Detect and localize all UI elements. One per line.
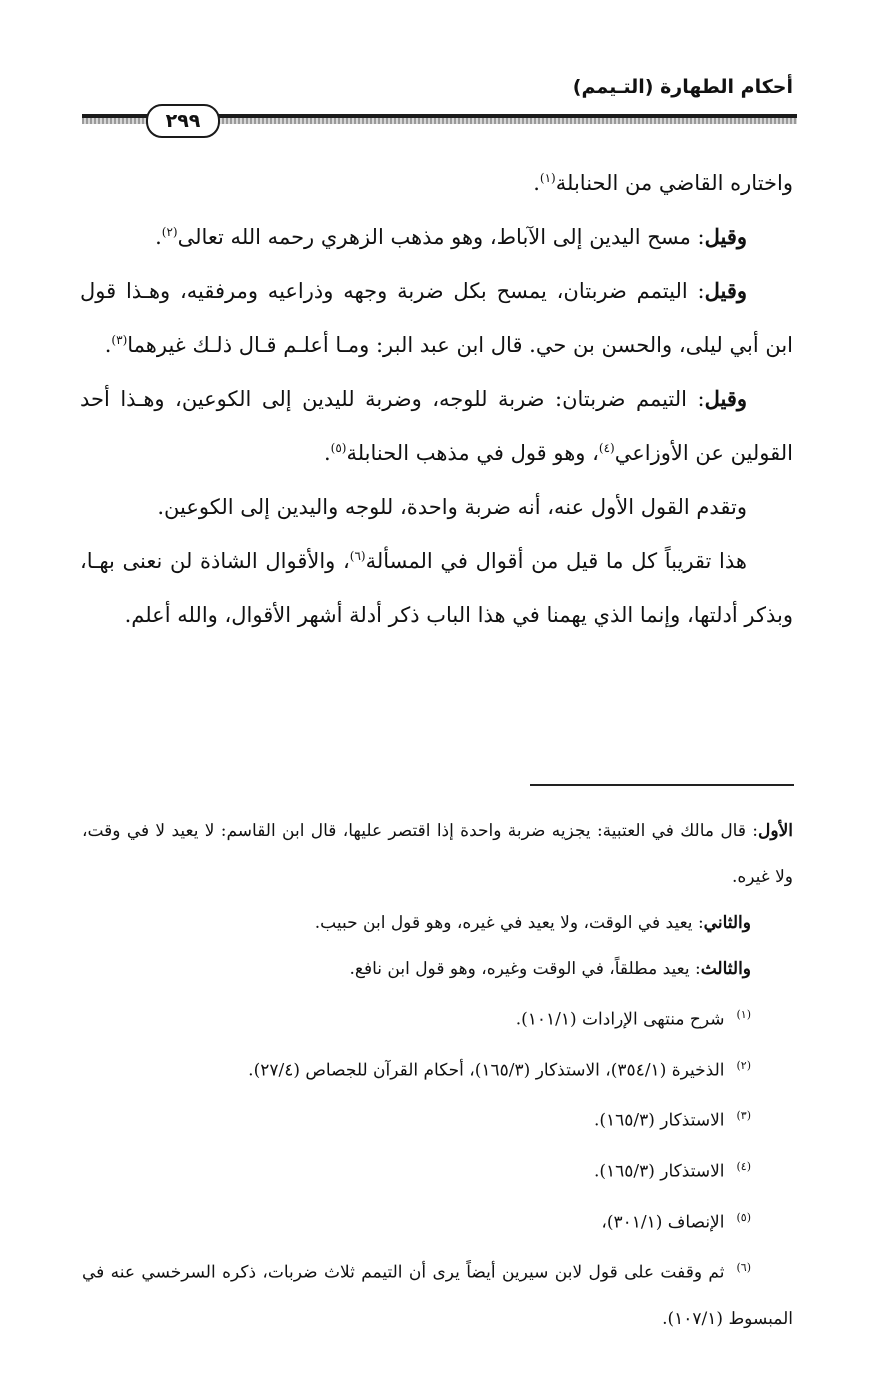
- footnote-4: [82, 1144, 793, 1195]
- paragraph-text: وتقدم القول الأول عنه، أنه ضربة واحدة، للوجه واليدين إلى الكوعين.: [157, 495, 747, 519]
- footnote-continuation-second: [82, 900, 793, 946]
- paragraph-2: [80, 210, 793, 264]
- paragraph-end: .: [104, 333, 112, 357]
- footnote-ref: (٤): [598, 441, 615, 455]
- footnote-6: [82, 1245, 793, 1342]
- lead-word: وقيل: [704, 224, 747, 249]
- paragraph-4: [80, 372, 793, 480]
- paragraph-1: [80, 156, 793, 210]
- footnote-ref: (٣): [111, 333, 128, 347]
- footnote-1: [82, 992, 793, 1043]
- footnote-continuation-first: [82, 808, 793, 900]
- footnote-3: [82, 1093, 793, 1144]
- paragraph-text: هذا تقريباً كل ما قيل من أقوال في المسألة: [365, 549, 747, 573]
- footnote-number: (٢): [736, 1058, 751, 1072]
- paragraph-text: : مسح اليدين إلى الآباط، وهو مذهب الزهري رحمه الله تعالى: [177, 225, 705, 249]
- footnote-text: : يعيد في الوقت، ولا يعيد في غيره، وهو قول ابن حبيب.: [314, 913, 704, 933]
- paragraph-text-cont: ، والأقوال الشاذة لن نعنى بهـا، وبذكر أدلتها، وإنما الذي يهمنا في هذا الباب ذكر أدلة أشهر الأقوال، والله أعلم.: [80, 549, 793, 627]
- lead-word: وقيل: [704, 278, 747, 303]
- footnote-text: الاستذكار (١٦٥/٣).: [593, 1110, 725, 1131]
- footnote-text: الإنصاف (٣٠١/١)،: [601, 1212, 725, 1233]
- lead-word: وقيل: [704, 386, 747, 411]
- main-text: [80, 156, 793, 642]
- footnote-number: (٦): [736, 1261, 751, 1275]
- paragraph-end: .: [533, 171, 540, 195]
- footnote-ref: (٦): [349, 549, 366, 563]
- footnote-ref: (٢): [161, 225, 178, 239]
- footnote-lead: والثاني: [703, 913, 751, 933]
- paragraph-5: [80, 480, 793, 534]
- footnote-separator: [530, 784, 794, 786]
- footnote-ref: (٥): [330, 441, 347, 455]
- paragraph-text: : اليتمم ضربتان، يمسح بكل ضربة وجهه وذراعيه ومرفقيه، وهـذا قول ابن أبي ليلى، والحسن بن حي. قال ابن عبد البر: ومـا أعلـم قـال ذلـك غيرهما: [80, 279, 793, 357]
- footnote-number: (٣): [736, 1109, 751, 1123]
- footnote-ref: (١): [539, 171, 556, 185]
- footnote-number: (٥): [736, 1210, 751, 1224]
- footnote-lead: الأول: [758, 821, 793, 841]
- page-number: ٢٩٩: [146, 104, 220, 138]
- footnote-number: (١): [736, 1008, 751, 1021]
- footnote-5: [82, 1195, 793, 1246]
- running-title: أحكام الطهارة (التـيمم): [572, 76, 793, 98]
- footnote-lead: والثالث: [700, 959, 751, 979]
- footnote-number: (٤): [736, 1159, 751, 1173]
- footnote-text: الاستذكار (١٦٥/٣).: [593, 1161, 725, 1182]
- footnotes: [82, 808, 793, 1342]
- paragraph-3: [80, 264, 793, 372]
- paragraph-text-cont: ، وهو قول في مذهب الحنابلة: [346, 441, 599, 465]
- footnote-text: شرح منتهى الإرادات (١٠١/١).: [515, 1009, 725, 1030]
- paragraph-text: : التيمم ضربتان: ضربة للوجه، وضربة لليدين إلى الكوعين، وهـذا أحد القولين عن الأوزاعي: [80, 387, 793, 465]
- footnote-text: : قال مالك في العتبية: يجزيه ضربة واحدة إذا اقتصر عليها، قال ابن القاسم: لا يعيد لا في وقت، ولا غيره.: [82, 821, 793, 887]
- paragraph-end: .: [155, 225, 162, 249]
- footnote-text: ثم وقفت على قول لابن سيرين أيضاً يرى أن التيمم ثلاث ضربات، ذكره السرخسي عنه في المبسوط (١٠٧/١).: [82, 1262, 793, 1329]
- paragraph-text: واختاره القاضي من الحنابلة: [555, 171, 793, 195]
- footnote-text: : يعيد مطلقاً، في الوقت وغيره، وهو قول ابن نافع.: [349, 959, 701, 979]
- footnote-2: [82, 1043, 793, 1094]
- paragraph-end: .: [323, 441, 331, 465]
- footnote-text: الذخيرة (٣٥٤/١)، الاستذكار (١٦٥/٣)، أحكام القرآن للجصاص (٢٧/٤).: [248, 1060, 725, 1081]
- footnote-continuation-third: [82, 946, 793, 992]
- paragraph-6: [80, 534, 793, 642]
